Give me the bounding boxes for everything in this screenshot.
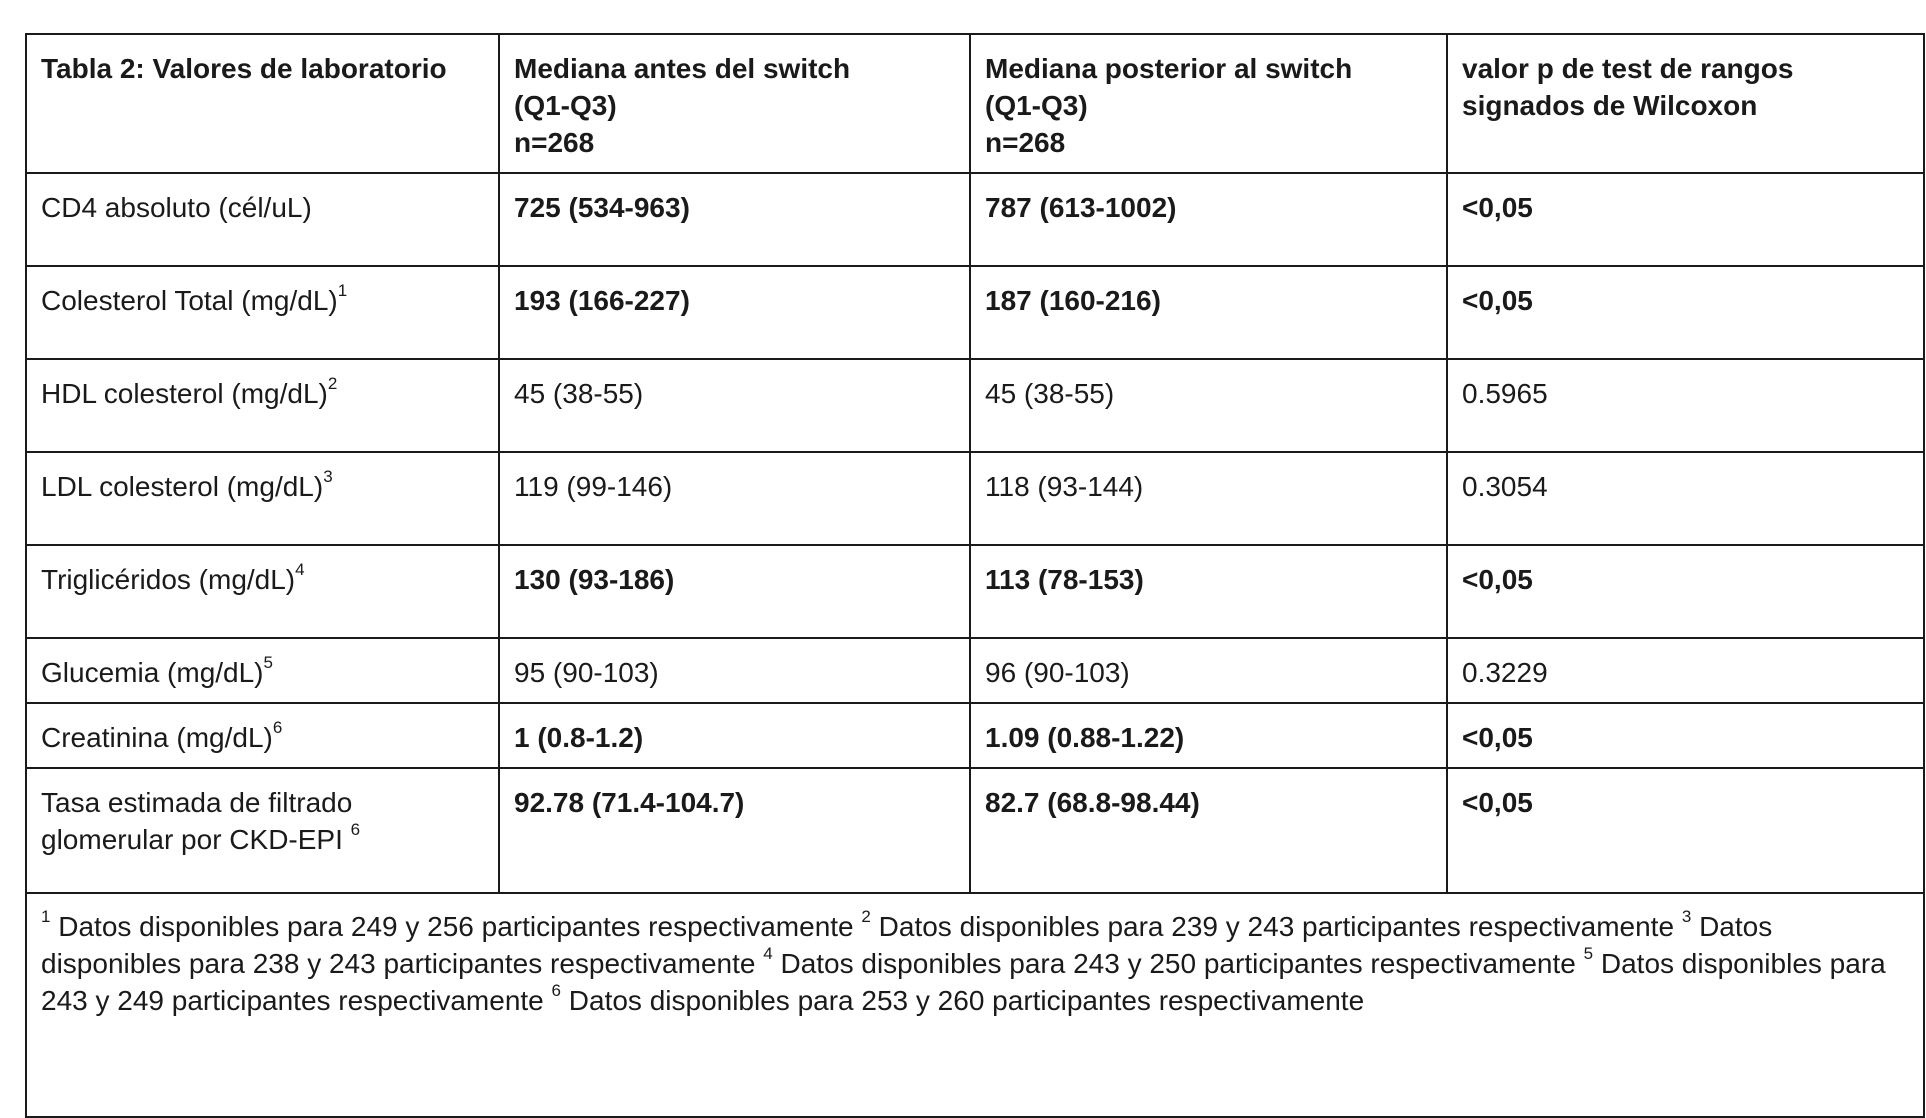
row-label-cell: [26, 266, 499, 359]
lab-values-table: [25, 33, 1925, 1118]
row-label: Triglicéridos (mg/dL): [41, 564, 296, 595]
header-cell-before: [499, 34, 970, 173]
row-p-value: <0,05: [1447, 768, 1924, 893]
table-row-creatinina: [26, 703, 1924, 768]
row-before-value: 45 (38-55): [499, 359, 970, 452]
row-label-sup: 4: [295, 559, 305, 579]
footnote-marker: 6: [551, 980, 561, 1000]
row-after-value: 96 (90-103): [970, 638, 1447, 703]
row-label-cell: [26, 359, 499, 452]
row-label: LDL colesterol (mg/dL): [41, 471, 324, 502]
row-before-value: 130 (93-186): [499, 545, 970, 638]
row-p-value: 0.3229: [1447, 638, 1924, 703]
header-before-line3: n=268: [514, 127, 595, 158]
table-row-hdl: [26, 359, 1924, 452]
header-after-line1: Mediana posterior al switch: [985, 53, 1353, 84]
footnote-text: Datos disponibles para 243 y 249 participantes respectivamente: [41, 948, 1886, 1016]
row-before-value: 95 (90-103): [499, 638, 970, 703]
table-row-tasa-filtrado: [26, 768, 1924, 893]
row-label-sup: 6: [272, 717, 283, 737]
row-after-value: 113 (78-153): [970, 545, 1447, 638]
row-before-value: 92.78 (71.4-104.7): [499, 768, 970, 893]
header-after-line2: (Q1-Q3): [985, 90, 1088, 121]
footnote-marker: 5: [1583, 943, 1594, 963]
row-after-value: 187 (160-216): [970, 266, 1447, 359]
row-label-line2: glomerular por CKD-EPI: [41, 824, 343, 855]
header-before-line1: Mediana antes del switch: [514, 53, 851, 84]
row-after-value: 1.09 (0.88-1.22): [970, 703, 1447, 768]
footnote-text: Datos disponibles para 239 y 243 participantes respectivamente: [878, 911, 1675, 942]
footnote-marker: 2: [861, 906, 871, 926]
row-label: Colesterol Total (mg/dL): [41, 285, 338, 316]
header-pvalue-line1: valor p de test de rangos: [1462, 53, 1794, 84]
row-p-value: <0,05: [1447, 545, 1924, 638]
row-p-value: <0,05: [1447, 173, 1924, 266]
table-title: Tabla 2: Valores de laboratorio: [41, 53, 447, 84]
row-after-value: 82.7 (68.8-98.44): [970, 768, 1447, 893]
lab-values-table-container: [25, 33, 1923, 1118]
footnote-marker: 4: [763, 943, 773, 963]
footnote-text: Datos disponibles para 249 y 256 participantes respectivamente: [58, 911, 854, 942]
row-label: Creatinina (mg/dL): [41, 722, 273, 753]
table-row-trigliceridos: [26, 545, 1924, 638]
row-after-value: 118 (93-144): [970, 452, 1447, 545]
footnote-text: Datos disponibles para 238 y 243 participantes respectivamente: [41, 911, 1773, 979]
row-label-sup: 3: [323, 466, 333, 486]
table-row-cd4: [26, 173, 1924, 266]
row-label-cell: [26, 452, 499, 545]
row-before-value: 119 (99-146): [499, 452, 970, 545]
header-pvalue-line2: signados de Wilcoxon: [1462, 90, 1758, 121]
row-after-value: 787 (613-1002): [970, 173, 1447, 266]
header-cell-after: [970, 34, 1447, 173]
row-label-cell: [26, 545, 499, 638]
footnote-text: Datos disponibles para 243 y 250 participantes respectivamente: [780, 948, 1576, 979]
row-label-sup: 5: [263, 652, 273, 672]
row-label-cell: [26, 703, 499, 768]
row-p-value: 0.3054: [1447, 452, 1924, 545]
header-cell-pvalue: [1447, 34, 1924, 173]
row-p-value: <0,05: [1447, 266, 1924, 359]
row-p-value: <0,05: [1447, 703, 1924, 768]
row-after-value: 45 (38-55): [970, 359, 1447, 452]
row-label-line1: Tasa estimada de filtrado: [41, 787, 353, 818]
footnote-marker: 1: [41, 906, 51, 926]
row-label-sup: 1: [337, 280, 348, 300]
footnote-text: Datos disponibles para 253 y 260 participantes respectivamente: [568, 985, 1365, 1016]
row-label-cell: [26, 638, 499, 703]
row-before-value: 725 (534-963): [499, 173, 970, 266]
table-row-colesterol-total: [26, 266, 1924, 359]
table-row-ldl: [26, 452, 1924, 545]
row-before-value: 193 (166-227): [499, 266, 970, 359]
footnotes-cell: [26, 893, 1924, 1117]
header-before-line2: (Q1-Q3): [514, 90, 617, 121]
row-label-sup: 2: [327, 373, 338, 393]
row-label: CD4 absoluto (cél/uL): [41, 192, 312, 223]
header-after-line3: n=268: [985, 127, 1066, 158]
row-label: HDL colesterol (mg/dL): [41, 378, 328, 409]
row-label-cell: [26, 173, 499, 266]
table-footnotes-row: [26, 893, 1924, 1117]
header-cell-title: [26, 34, 499, 173]
footnote-marker: 3: [1681, 906, 1692, 926]
row-label-cell: [26, 768, 499, 893]
row-label: Glucemia (mg/dL): [41, 657, 264, 688]
row-label-sup: 6: [350, 819, 361, 839]
table-header-row: [26, 34, 1924, 173]
row-before-value: 1 (0.8-1.2): [499, 703, 970, 768]
table-row-glucemia: [26, 638, 1924, 703]
row-p-value: 0.5965: [1447, 359, 1924, 452]
